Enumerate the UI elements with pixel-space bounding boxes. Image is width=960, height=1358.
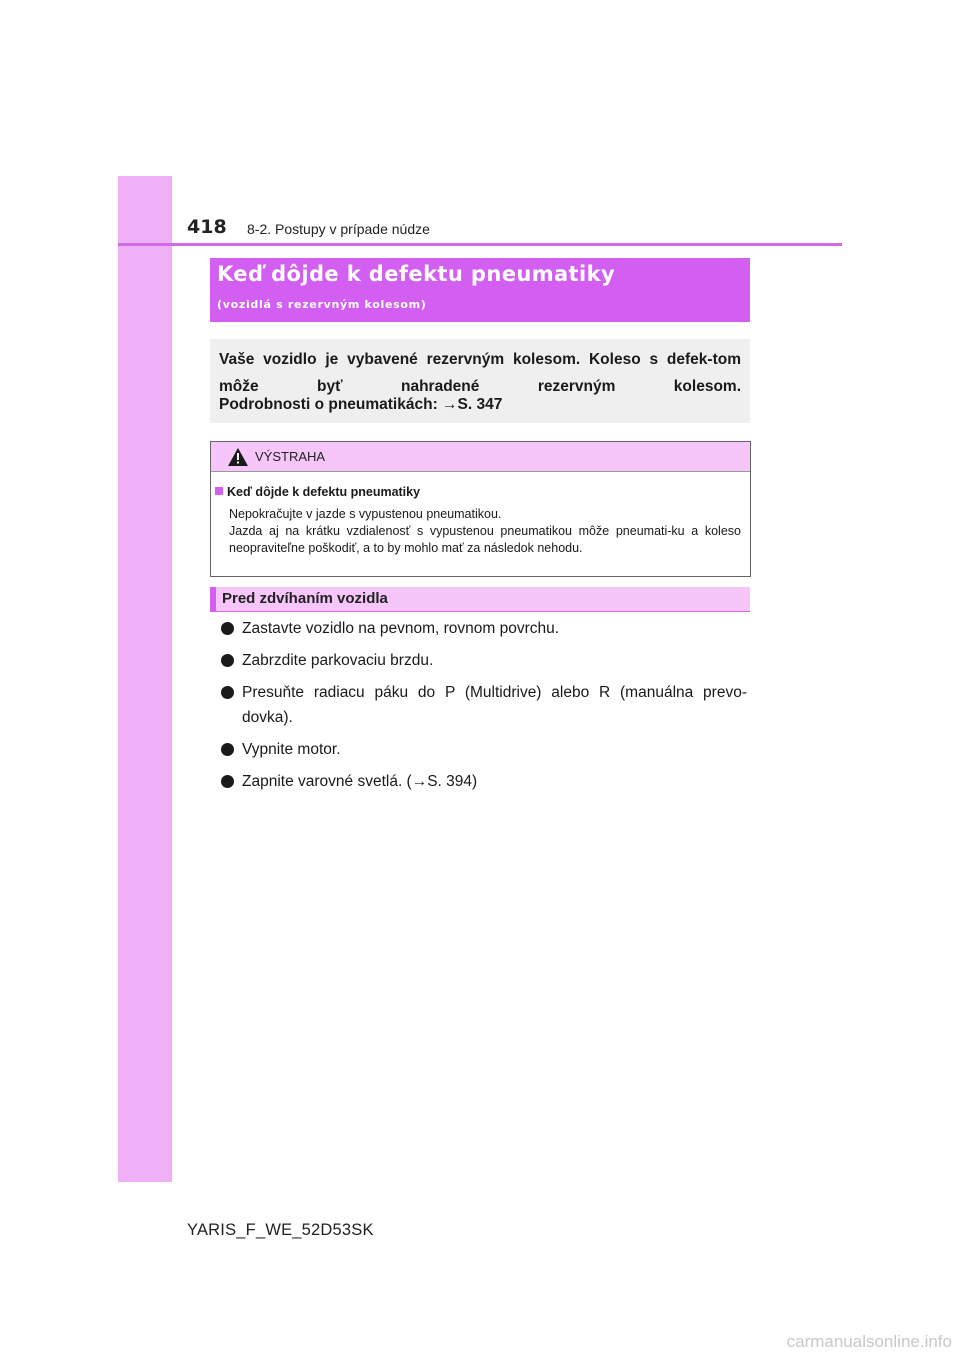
list-item xyxy=(221,616,747,641)
steps-list xyxy=(221,616,747,801)
section-path: 8-2. Postupy v prípade núdze xyxy=(247,221,430,237)
round-bullet-icon xyxy=(221,654,234,667)
intro-box xyxy=(210,339,750,423)
watermark: carmanualsonline.info xyxy=(786,1332,952,1351)
list-item xyxy=(221,769,747,794)
intro-reference: Podrobnosti o pneumatikách: →S. 347 xyxy=(219,396,503,413)
list-item xyxy=(221,680,747,730)
warning-item-title-row xyxy=(215,485,420,499)
round-bullet-icon xyxy=(221,686,234,699)
subsection-header xyxy=(210,587,750,612)
warning-label: VÝSTRAHA xyxy=(255,449,326,464)
step-text: Zastavte vozidlo na pevnom, rovnom povrchu. xyxy=(242,620,560,637)
intro-text: Vaše vozidlo je vybavené rezervným kolesom. Koleso s defek-tom môže byť nahradené rezervným kolesom. xyxy=(219,351,741,395)
list-item xyxy=(221,737,747,762)
page-number: 418 xyxy=(187,216,227,238)
round-bullet-icon xyxy=(221,743,234,756)
warning-box xyxy=(210,441,751,577)
subsection-accent xyxy=(210,587,216,611)
warning-body xyxy=(229,506,741,557)
step-text: Vypnite motor. xyxy=(242,741,341,758)
section-title: Keď dôjde k defektu pneumatiky xyxy=(217,262,616,286)
step-text: Zabrzdite parkovaciu brzdu. xyxy=(242,652,434,669)
step-text: Zapnite varovné svetlá. (→S. 394) xyxy=(242,773,478,790)
subsection-title: Pred zdvíhaním vozidla xyxy=(222,590,388,607)
warning-triangle-icon xyxy=(228,448,248,466)
warning-header xyxy=(211,442,750,472)
warning-line: Nepokračujte v jazde s vypustenou pneumatikou. xyxy=(229,507,502,521)
warning-item-title: Keď dôjde k defektu pneumatiky xyxy=(227,485,421,499)
footer-code: YARIS_F_WE_52D53SK xyxy=(187,1221,374,1239)
header-rule xyxy=(118,243,842,246)
square-bullet-icon xyxy=(215,487,223,495)
step-text: Presuňte radiacu páku do P (Multidrive) alebo R (manuálna prevo-dovka). xyxy=(242,684,747,726)
side-tab-band xyxy=(118,176,172,1182)
list-item xyxy=(221,648,747,673)
warning-line: Jazda aj na krátku vzdialenosť s vypustenou pneumatikou môže pneumati-ku a koleso neopraviteľne poškodiť, a to by mohlo mať za následok nehodu. xyxy=(229,524,741,555)
round-bullet-icon xyxy=(221,775,234,788)
section-title-box xyxy=(210,258,750,322)
section-subtitle: (vozidlá s rezervným kolesom) xyxy=(217,298,427,311)
round-bullet-icon xyxy=(221,622,234,635)
